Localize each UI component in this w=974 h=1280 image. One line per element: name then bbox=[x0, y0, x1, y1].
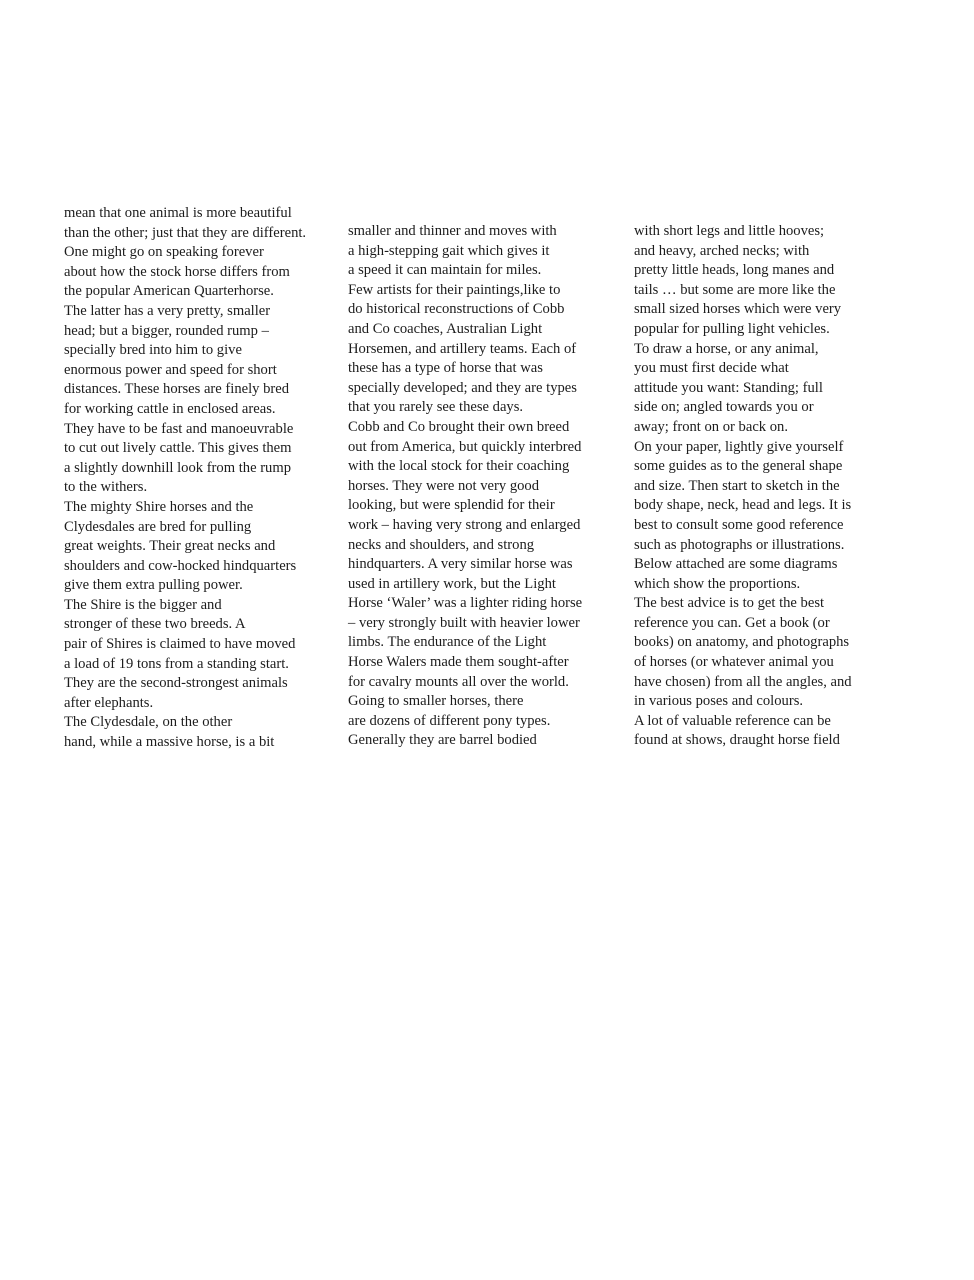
text-line: side on; angled towards you or bbox=[634, 399, 814, 416]
text-line: pretty little heads, long manes and bbox=[634, 262, 835, 279]
text-line: do historical reconstructions of Cobb bbox=[348, 301, 565, 318]
text-column-3 bbox=[634, 222, 852, 751]
text-line: to cut out lively cattle. This gives them bbox=[64, 440, 292, 457]
text-line: best to consult some good reference bbox=[634, 516, 844, 533]
text-line: books) on anatomy, and photographs bbox=[634, 634, 850, 651]
text-line: – very strongly built with heavier lower bbox=[348, 614, 580, 631]
text-line: small sized horses which were very bbox=[634, 301, 842, 318]
text-line: for working cattle in enclosed areas. bbox=[64, 400, 276, 417]
text-line: The Clydesdale, on the other bbox=[64, 714, 233, 731]
text-line: to the withers. bbox=[64, 479, 148, 496]
text-line: Horsemen, and artillery teams. Each of bbox=[348, 340, 577, 357]
text-line: have chosen) from all the angles, and bbox=[634, 673, 852, 690]
text-line: The latter has a very pretty, smaller bbox=[64, 302, 271, 319]
text-line: On your paper, lightly give yourself bbox=[634, 438, 844, 455]
text-line: body shape, neck, head and legs. It is bbox=[634, 497, 852, 514]
text-column-2 bbox=[348, 222, 582, 751]
text-line: popular for pulling light vehicles. bbox=[634, 320, 830, 337]
text-line: head; but a bigger, rounded rump – bbox=[64, 322, 269, 339]
text-line: A lot of valuable reference can be bbox=[634, 712, 831, 729]
text-line: mean that one animal is more beautiful bbox=[64, 205, 292, 221]
text-line: enormous power and speed for short bbox=[64, 361, 277, 378]
text-line: horses. They were not very good bbox=[348, 477, 540, 494]
text-line: some guides as to the general shape bbox=[634, 458, 843, 475]
text-line: out from America, but quickly interbred bbox=[348, 438, 582, 455]
text-line: and Co coaches, Australian Light bbox=[348, 320, 543, 337]
text-line: and heavy, arched necks; with bbox=[634, 242, 810, 259]
text-line: Generally they are barrel bodied bbox=[348, 732, 537, 749]
text-line: a load of 19 tons from a standing start. bbox=[64, 655, 289, 672]
text-line: smaller and thinner and moves with bbox=[348, 223, 557, 239]
text-line: specially bred into him to give bbox=[64, 342, 242, 359]
text-line: Horse ‘Waler’ was a lighter riding horse bbox=[348, 595, 583, 612]
text-line: work – having very strong and enlarged bbox=[348, 516, 581, 533]
text-line: than the other; just that they are different. bbox=[64, 224, 307, 241]
text-line: They have to be fast and manoeuvrable bbox=[64, 420, 294, 437]
text-line: tails … but some are more like the bbox=[634, 281, 836, 298]
text-line: found at shows, draught horse field bbox=[634, 732, 840, 749]
text-line: with short legs and little hooves; bbox=[634, 223, 825, 239]
text-line: these has a type of horse that was bbox=[348, 360, 543, 377]
text-line: The Shire is the bigger and bbox=[64, 596, 222, 613]
text-line: and size. Then start to sketch in the bbox=[634, 477, 840, 494]
text-line: in various poses and colours. bbox=[634, 693, 804, 710]
text-line: They are the second-strongest animals bbox=[64, 675, 288, 692]
text-line: about how the stock horse differs from bbox=[64, 263, 290, 280]
text-line: specially developed; and they are types bbox=[348, 379, 577, 396]
text-line: looking, but were splendid for their bbox=[348, 497, 555, 514]
text-line: shoulders and cow-hocked hindquarters bbox=[64, 557, 297, 574]
text-line: Horse Walers made them sought-after bbox=[348, 654, 569, 671]
text-line: away; front on or back on. bbox=[634, 418, 788, 435]
text-line: a speed it can maintain for miles. bbox=[348, 262, 542, 279]
text-line: The mighty Shire horses and the bbox=[64, 498, 254, 515]
text-line: limbs. The endurance of the Light bbox=[348, 634, 547, 651]
text-line: you must first decide what bbox=[634, 360, 789, 377]
text-line: attitude you want: Standing; full bbox=[634, 379, 823, 396]
text-line: Going to smaller horses, there bbox=[348, 693, 524, 710]
text-line: The best advice is to get the best bbox=[634, 595, 825, 612]
text-line: the popular American Quarterhorse. bbox=[64, 283, 274, 300]
text-line: give them extra pulling power. bbox=[64, 577, 243, 594]
text-line: used in artillery work, but the Light bbox=[348, 575, 556, 592]
text-line: necks and shoulders, and strong bbox=[348, 536, 535, 553]
text-line: hindquarters. A very similar horse was bbox=[348, 556, 573, 573]
text-line: are dozens of different pony types. bbox=[348, 712, 551, 729]
text-line: hand, while a massive horse, is a bit bbox=[64, 734, 275, 751]
text-line: great weights. Their great necks and bbox=[64, 538, 276, 555]
text-line: Clydesdales are bred for pulling bbox=[64, 518, 252, 535]
text-line: One might go on speaking forever bbox=[64, 244, 264, 261]
text-line: Few artists for their paintings,like to bbox=[348, 281, 561, 298]
text-line: for cavalry mounts all over the world. bbox=[348, 673, 569, 690]
text-line: a slightly downhill look from the rump bbox=[64, 459, 291, 476]
text-line: stronger of these two breeds. A bbox=[64, 616, 246, 633]
text-line: with the local stock for their coaching bbox=[348, 458, 570, 475]
text-line: Cobb and Co brought their own breed bbox=[348, 418, 570, 435]
text-line: Below attached are some diagrams bbox=[634, 556, 838, 573]
text-line: distances. These horses are finely bred bbox=[64, 381, 290, 398]
text-line: which show the proportions. bbox=[634, 575, 801, 592]
text-line: that you rarely see these days. bbox=[348, 399, 524, 416]
text-line: reference you can. Get a book (or bbox=[634, 614, 830, 631]
text-line: To draw a horse, or any animal, bbox=[634, 340, 819, 357]
text-line: after elephants. bbox=[64, 694, 154, 711]
text-line: pair of Shires is claimed to have moved bbox=[64, 636, 296, 653]
text-line: such as photographs or illustrations. bbox=[634, 536, 845, 553]
text-line: of horses (or whatever animal you bbox=[634, 654, 834, 671]
text-column-1 bbox=[64, 204, 306, 753]
text-line: a high-stepping gait which gives it bbox=[348, 242, 550, 259]
